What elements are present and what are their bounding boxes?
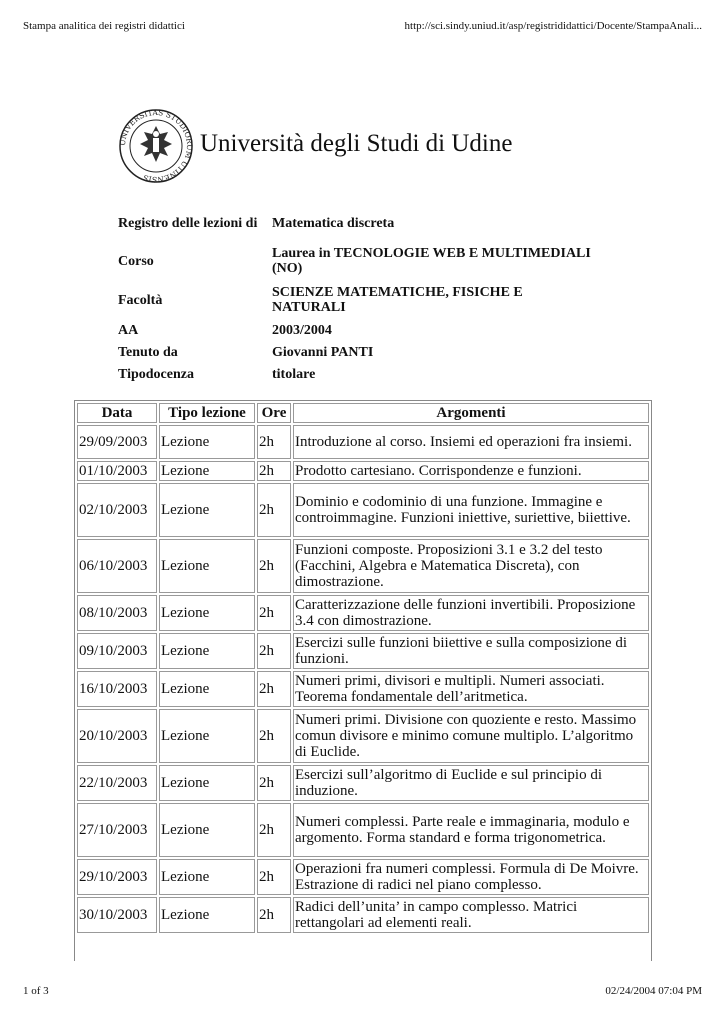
lesson-hours: 2h xyxy=(257,539,291,593)
lesson-date: 02/10/2003 xyxy=(77,483,157,537)
column-header-type: Tipo lezione xyxy=(159,403,255,423)
info-label: Tenuto da xyxy=(118,344,178,360)
lesson-hours: 2h xyxy=(257,709,291,763)
lesson-topics: Numeri primi. Divisione con quoziente e resto. Massimo comun divisore e minimo comune multiplo. L’algoritmo di Euclide. xyxy=(293,709,649,763)
print-timestamp: 02/24/2004 07:04 PM xyxy=(605,985,702,997)
lesson-type: Lezione xyxy=(159,765,255,801)
lesson-date: 27/10/2003 xyxy=(77,803,157,857)
lesson-type: Lezione xyxy=(159,633,255,669)
lesson-date: 06/10/2003 xyxy=(77,539,157,593)
lessons-table-container xyxy=(74,400,652,961)
lesson-topics: Dominio e codominio di una funzione. Immagine e controimmagine. Funzioni iniettive, suriettive, biiettive. xyxy=(293,483,649,537)
table-row xyxy=(77,461,649,481)
page-url: http://sci.sindy.uniud.it/asp/registrididattici/Docente/StampaAnali... xyxy=(404,20,702,32)
lesson-date: 29/10/2003 xyxy=(77,859,157,895)
lesson-type: Lezione xyxy=(159,803,255,857)
lesson-type: Lezione xyxy=(159,539,255,593)
table-row xyxy=(77,633,649,669)
lesson-type: Lezione xyxy=(159,425,255,459)
lesson-hours: 2h xyxy=(257,671,291,707)
lesson-hours: 2h xyxy=(257,595,291,631)
table-row xyxy=(77,709,649,763)
table-row xyxy=(77,859,649,895)
lesson-type: Lezione xyxy=(159,483,255,537)
table-header-row xyxy=(77,403,649,423)
table-row xyxy=(77,483,649,537)
column-header-topics: Argomenti xyxy=(293,403,649,423)
info-label: Facoltà xyxy=(118,292,163,308)
info-value: titolare xyxy=(272,366,316,382)
table-row xyxy=(77,803,649,857)
lesson-date: 01/10/2003 xyxy=(77,461,157,481)
column-header-hours: Ore xyxy=(257,403,291,423)
info-row-faculty xyxy=(116,281,594,319)
info-row-course xyxy=(116,241,594,281)
table-row xyxy=(77,765,649,801)
lesson-hours: 2h xyxy=(257,765,291,801)
lessons-table xyxy=(75,401,651,935)
table-row xyxy=(77,671,649,707)
lesson-date: 20/10/2003 xyxy=(77,709,157,763)
info-row-type xyxy=(116,363,594,385)
info-row-year xyxy=(116,319,594,341)
column-header-date: Data xyxy=(77,403,157,423)
lesson-topics: Esercizi sulle funzioni biiettive e sulla composizione di funzioni. xyxy=(293,633,649,669)
lesson-type: Lezione xyxy=(159,461,255,481)
info-value: Giovanni PANTI xyxy=(272,344,374,360)
lesson-date: 22/10/2003 xyxy=(77,765,157,801)
page-title: Stampa analitica dei registri didattici xyxy=(23,20,185,32)
lesson-type: Lezione xyxy=(159,595,255,631)
lesson-date: 08/10/2003 xyxy=(77,595,157,631)
info-row-register xyxy=(116,205,594,241)
page-number: 1 of 3 xyxy=(23,985,49,997)
info-value: SCIENZE MATEMATICHE, FISICHE E NATURALI xyxy=(272,285,523,315)
lesson-hours: 2h xyxy=(257,483,291,537)
lesson-hours: 2h xyxy=(257,461,291,481)
info-label: AA xyxy=(118,322,139,338)
lesson-topics: Numeri complessi. Parte reale e immaginaria, modulo e argomento. Forma standard e forma trigonometrica. xyxy=(293,803,649,857)
lesson-date: 30/10/2003 xyxy=(77,897,157,933)
lesson-date: 09/10/2003 xyxy=(77,633,157,669)
print-footer xyxy=(23,985,702,1001)
lesson-hours: 2h xyxy=(257,803,291,857)
course-info xyxy=(116,205,594,385)
lesson-hours: 2h xyxy=(257,633,291,669)
lesson-hours: 2h xyxy=(257,425,291,459)
lesson-type: Lezione xyxy=(159,671,255,707)
lesson-hours: 2h xyxy=(257,859,291,895)
lesson-topics: Introduzione al corso. Insiemi ed operazioni fra insiemi. xyxy=(293,425,649,459)
table-row xyxy=(77,425,649,459)
table-row xyxy=(77,539,649,593)
lesson-topics: Operazioni fra numeri complessi. Formula di De Moivre. Estrazione di radici nel piano complesso. xyxy=(293,859,649,895)
info-value: Matematica discreta xyxy=(272,215,395,231)
info-row-teacher xyxy=(116,341,594,363)
table-row xyxy=(77,595,649,631)
info-value: Laurea in TECNOLOGIE WEB E MULTIMEDIALI (NO) xyxy=(272,246,591,276)
lesson-hours: 2h xyxy=(257,897,291,933)
lesson-topics: Prodotto cartesiano. Corrispondenze e funzioni. xyxy=(293,461,649,481)
lesson-type: Lezione xyxy=(159,897,255,933)
info-label: Tipodocenza xyxy=(118,366,194,382)
info-label: Registro delle lezioni di xyxy=(118,215,258,231)
lesson-topics: Numeri primi, divisori e multipli. Numeri associati. Teorema fondamentale dell’aritmetica. xyxy=(293,671,649,707)
info-label: Corso xyxy=(118,253,154,269)
print-header xyxy=(23,20,702,36)
info-value: 2003/2004 xyxy=(272,322,332,338)
lesson-date: 16/10/2003 xyxy=(77,671,157,707)
university-name: Università degli Studi di Udine xyxy=(200,130,513,157)
lesson-topics: Funzioni composte. Proposizioni 3.1 e 3.2 del testo (Facchini, Algebra e Matematica Discreta), con dimostrazione. xyxy=(293,539,649,593)
lesson-topics: Caratterizzazione delle funzioni invertibili. Proposizione 3.4 con dimostrazione. xyxy=(293,595,649,631)
table-row xyxy=(77,897,649,933)
university-header xyxy=(118,108,538,188)
seal-text: UNIVERSITAS STUDIORUM UTINENSIS xyxy=(118,108,194,184)
lesson-topics: Radici dell’unita’ in campo complesso. Matrici rettangolari ad elementi reali. xyxy=(293,897,649,933)
lesson-type: Lezione xyxy=(159,859,255,895)
lesson-topics: Esercizi sull’algoritmo di Euclide e sul principio di induzione. xyxy=(293,765,649,801)
lesson-date: 29/09/2003 xyxy=(77,425,157,459)
lesson-type: Lezione xyxy=(159,709,255,763)
university-seal-icon xyxy=(118,108,194,184)
